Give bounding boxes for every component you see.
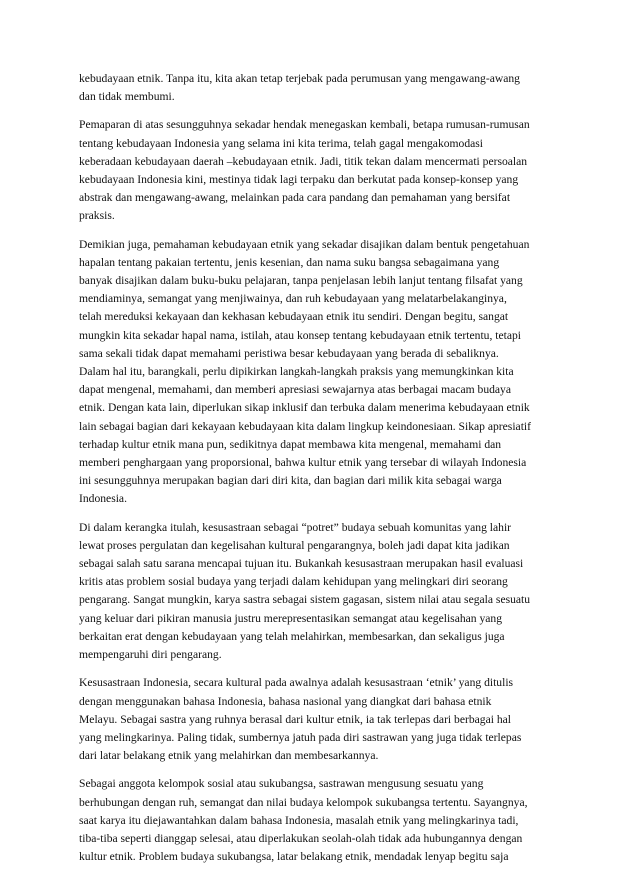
text-line: terhadap kultur etnik mana pun, sedikitnya dapat membawa kita mengenal, memahami dan [79,437,502,451]
text-line: dari latar belakang etnik yang melahirkan dan membesarkannya. [79,749,379,763]
text-line: kritis atas problem sosial budaya yang terjadi dalam kehidupan yang melingkari diri seorang [79,575,508,589]
text-line: Demikian juga, pemahaman kebudayaan etnik yang sekadar disajikan dalam bentuk pengetahuan [79,237,530,251]
text-line: abstrak dan mengawang-awang, melainkan pada cara pandang dan pemahaman yang bersifat [79,191,511,205]
document-page [79,70,569,876]
text-line: kebudayaan Indonesia kini, mestinya tidak lagi terpaku dan berkutat pada konsep-konsep yang [79,173,519,187]
text-line: Indonesia. [79,492,127,506]
text-line: Pemaparan di atas sesungguhnya sekadar hendak menegaskan kembali, betapa rumusan-rumusan [79,118,530,132]
paragraph [79,519,569,665]
text-line: memberi penghargaan yang proporsional, bahwa kultur etnik yang tersebar di wilayah Indonesia [79,456,527,470]
text-line: sebagai salah satu sarana mencapai tujuan itu. Bukankah kesusastraan merupakan hasil evaluasi [79,557,524,571]
text-line: tiba-tiba seperti dianggap selesai, atau diperlakukan seolah-olah tidak ada hubungannya dengan [79,831,523,845]
paragraph [79,70,569,106]
text-line: Kesusastraan Indonesia, secara kultural pada awalnya adalah kesusastraan ‘etnik’ yang ditulis [79,676,514,690]
paragraph [79,775,569,866]
text-line: banyak disajikan dalam buku-buku pelajaran, tanpa penjelasan lebih lanjut tentang filsafat yang [79,274,523,288]
text-line: praksis. [79,209,115,223]
text-line: kebudayaan etnik. Tanpa itu, kita akan tetap terjebak pada perumusan yang mengawang-awang [79,72,520,85]
text-line: mungkin kita sekadar hapal nama, istilah, atau konsep tentang kebudayaan etnik tertentu, tetapi [79,328,522,342]
text-line: Melayu. Sebagai sastra yang ruhnya berasal dari kultur etnik, ia tak terlepas dari berbagai hal [79,712,512,726]
text-line: mempengaruhi diri pengarang. [79,648,222,662]
paragraph [79,236,569,509]
paragraph [79,116,569,225]
text-line: lain sebagai bagian dari kekayaan kebudayaan kita dalam lingkup keindonesiaan. Sikap apresiatif [79,419,531,433]
text-line: Sebagai anggota kelompok sosial atau sukubangsa, sastrawan mengusung sesuatu yang [79,777,484,791]
text-line: Di dalam kerangka itulah, kesusastraan sebagai “potret” budaya sebuah komunitas yang lahir [79,520,512,534]
text-line: yang melingkarinya. Paling tidak, sumbernya jatuh pada diri sastrawan yang juga tidak terlepas [79,730,522,744]
text-line: ini sesungguhnya merupakan bagian dari diri kita, dan bagian dari milik kita sebagai warga [79,474,502,488]
text-line: saat karya itu diejawantahkan dalam bahasa Indonesia, masalah etnik yang melingkarinya tadi, [79,813,519,827]
text-line: dengan menggunakan bahasa Indonesia, bahasa nasional yang diangkat dari bahasa etnik [79,694,492,708]
text-line: Dalam hal itu, barangkali, perlu dipikirkan langkah-langkah praksis yang memungkinkan kita [79,365,514,379]
paragraph [79,674,569,765]
text-line: berhubungan dengan ruh, semangat dan nilai budaya kelompok sukubangsa tertentu. Sayangnya, [79,795,528,809]
text-line: kultur etnik. Problem budaya sukubangsa, latar belakang etnik, mendadak lenyap begitu saja [79,850,509,864]
text-line: pengarang. Sangat mungkin, karya sastra sebagai sistem gagasan, sistem nilai atau segala sesuatu [79,593,531,607]
text-line: hapalan tentang pakaian tertentu, jenis kesenian, dan nama suku bangsa sebagaimana yang [79,255,500,269]
text-line: dan tidak membumi. [79,90,175,104]
text-line: tentang kebudayaan Indonesia yang selama ini kita terima, telah gagal mengakomodasi [79,136,484,150]
text-line: etnik. Dengan kata lain, diperlukan sikap inklusif dan terbuka dalam menerima kebudayaan etnik [79,401,530,415]
text-line: telah mereduksi kekayaan dan kekhasan kebudayaan etnik itu sendiri. Dengan begitu, sangat [79,310,509,324]
text-line: dapat mengenal, memahami, dan memberi apresiasi sewajarnya atas berbagai macam budaya [79,383,512,397]
text-line: mendiaminya, semangat yang menjiwainya, dan ruh kebudayaan yang melatarbelakanginya, [79,292,507,306]
text-line: yang keluar dari pikiran manusia justru merepresentasikan semangat atau kegelisahan yang [79,611,503,625]
text-line: lewat proses pergulatan dan kegelisahan kultural pengarangnya, boleh jadi dapat kita jadikan [79,538,510,552]
text-line: sama sekali tidak dapat memahami peristiwa besar kebudayaan yang berada di sebaliknya. [79,346,499,360]
text-line: keberadaan kebudayaan daerah –kebudayaan etnik. Jadi, titik tekan dalam mencermati persoalan [79,154,528,168]
text-line: berkaitan erat dengan kebudayaan yang telah melahirkan, membesarkan, dan sekaligus juga [79,629,505,643]
